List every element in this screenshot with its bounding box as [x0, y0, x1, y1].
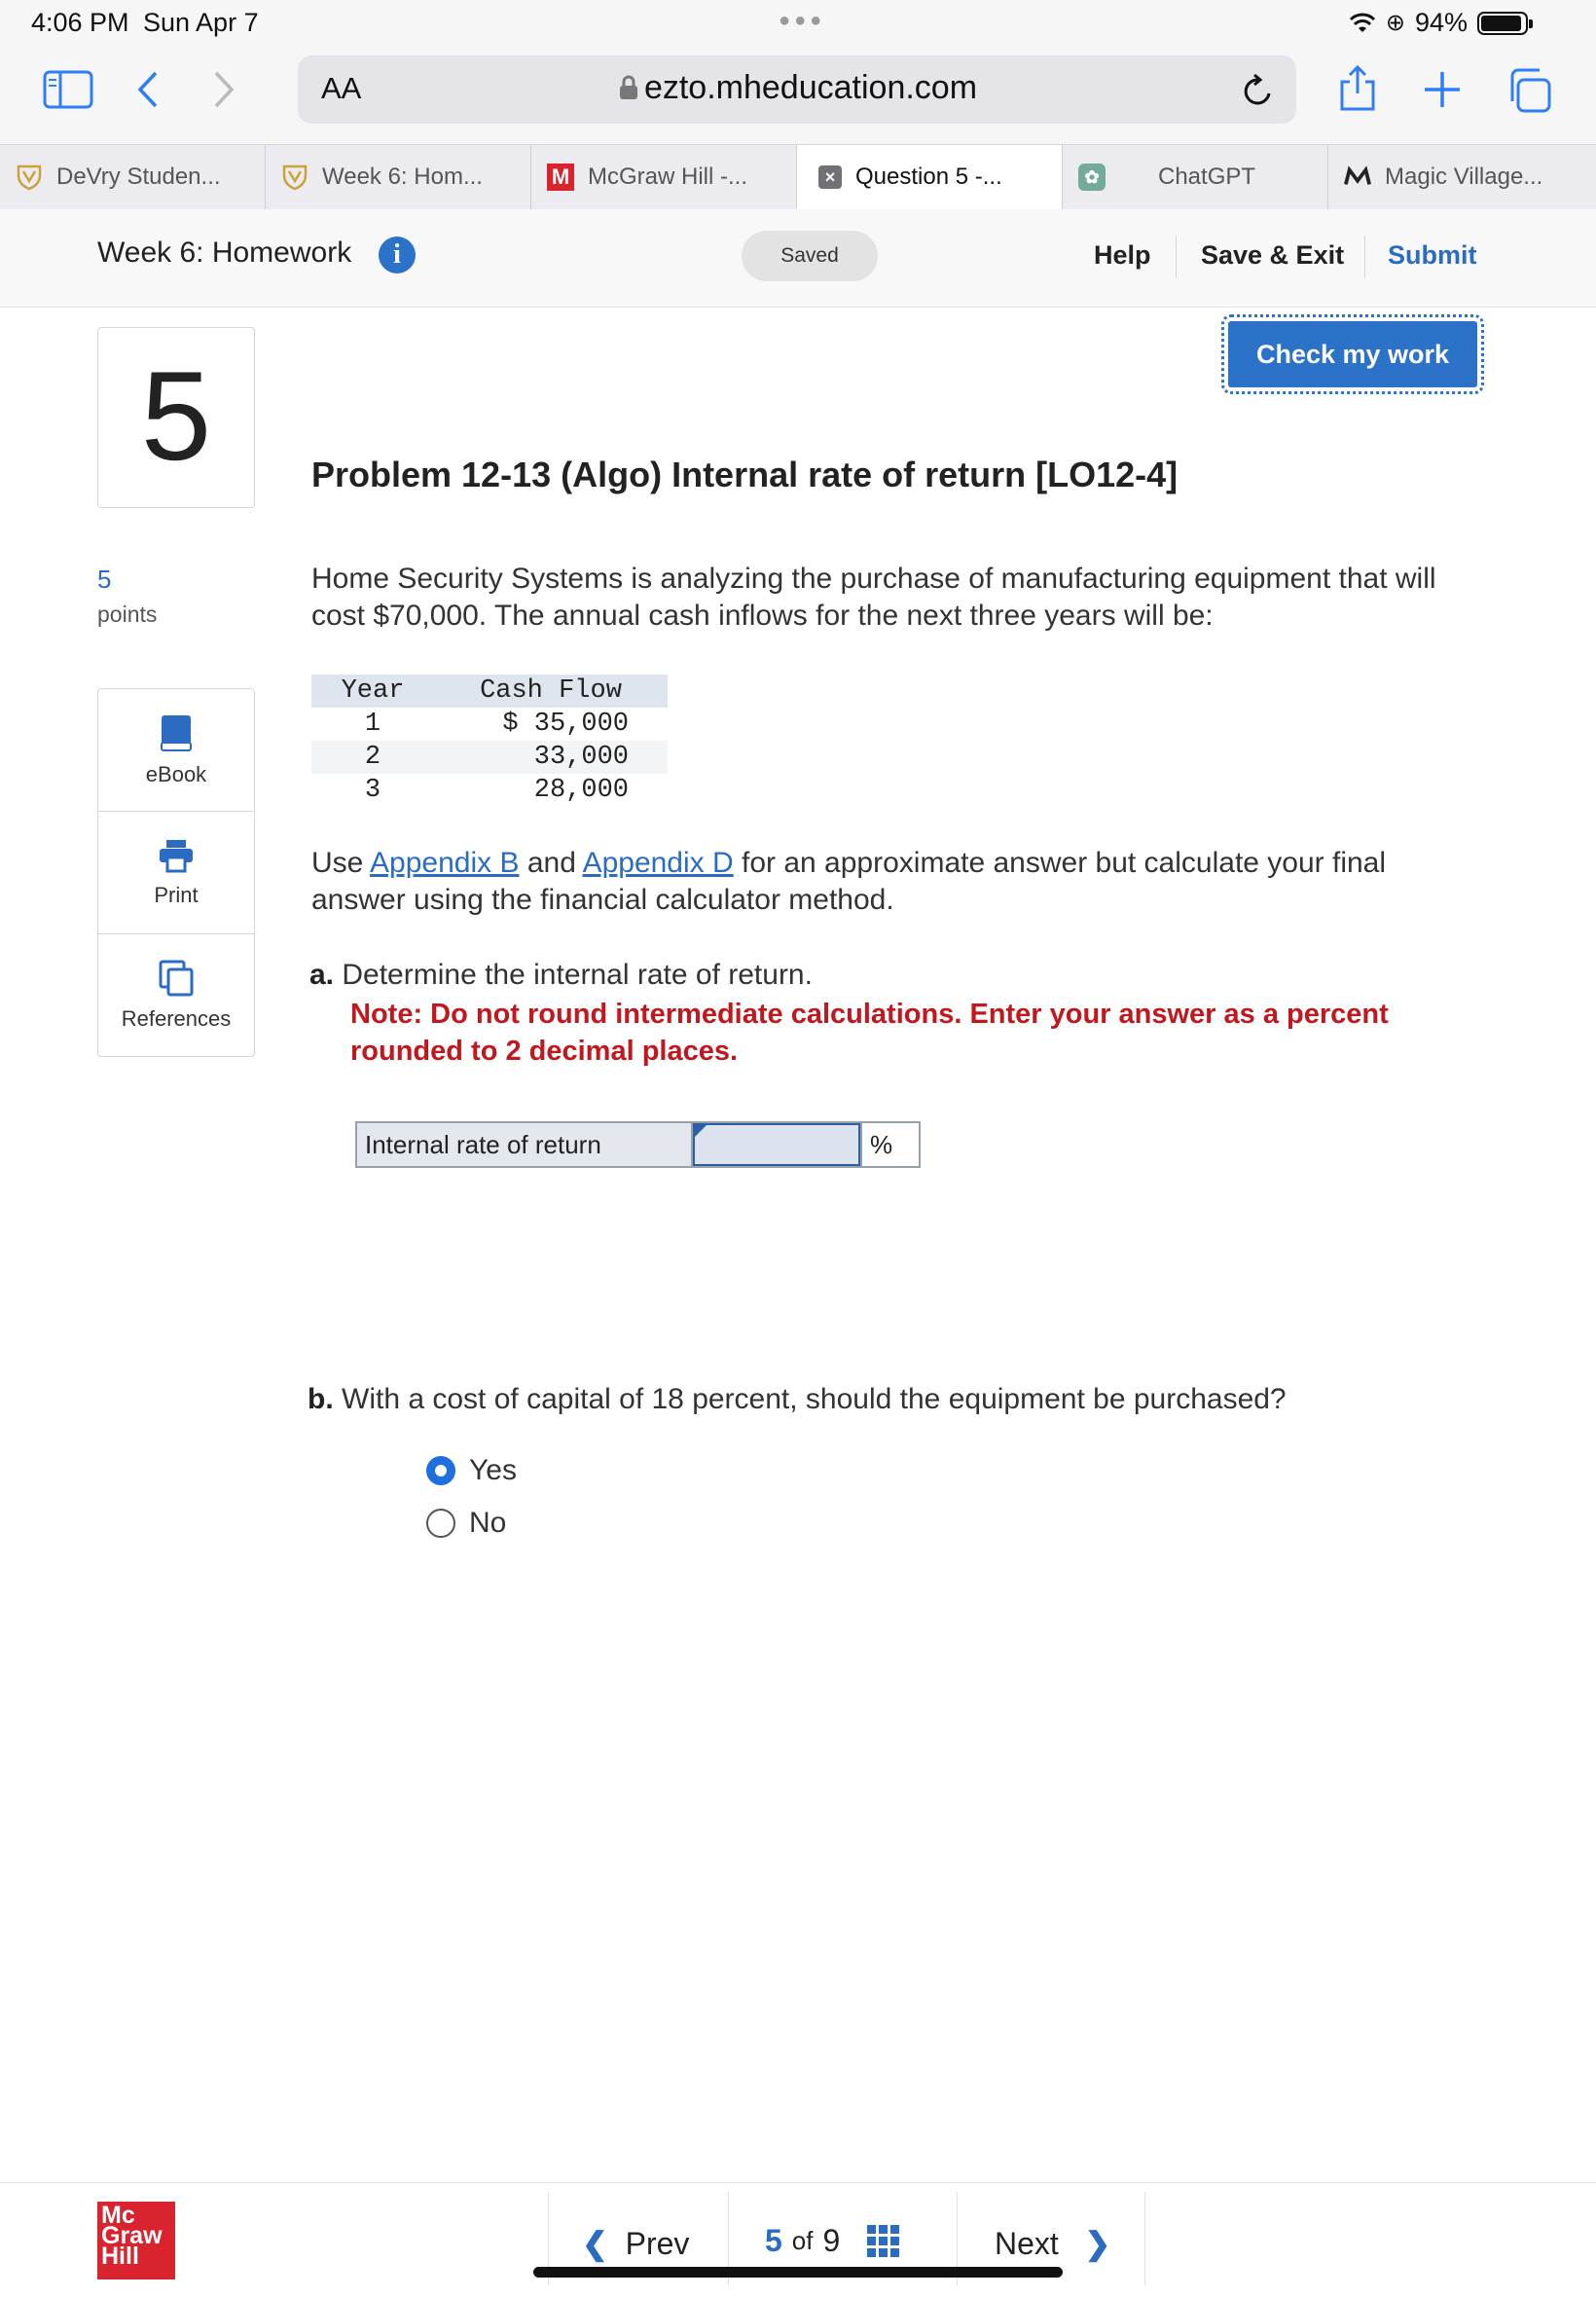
tab-week6-homework[interactable]: [266, 145, 531, 209]
devry-shield-icon: [16, 164, 43, 191]
year-cell: 3: [364, 776, 381, 805]
tab-label: ChatGPT: [1158, 164, 1256, 190]
lock-icon: [619, 75, 638, 100]
logo-line: Hill: [101, 2242, 139, 2270]
part-b-letter: b.: [308, 1383, 334, 1415]
tab-mcgraw-hill[interactable]: [531, 145, 797, 209]
wifi-icon: [1349, 13, 1376, 34]
irr-input[interactable]: [693, 1123, 860, 1166]
appendix-b-link[interactable]: Appendix B: [370, 847, 520, 879]
mcgraw-m-icon: M: [547, 164, 574, 191]
question-number: 5: [140, 345, 212, 487]
option-label: No: [469, 1507, 507, 1539]
part-a-letter: a.: [309, 959, 335, 991]
tab-overview-icon[interactable]: [1506, 68, 1551, 113]
tab-label: Magic Village...: [1385, 164, 1543, 190]
part-a-text: Determine the internal rate of return.: [342, 959, 813, 991]
saved-status: Saved: [742, 231, 878, 281]
instruction-text: and: [519, 847, 583, 879]
cash-flow-cell: $ 35,000: [502, 710, 629, 739]
part-a-note: Note: Do not round intermediate calculations. Enter your answer as a percent rounded to 2 decimal places.: [350, 999, 1389, 1067]
battery-icon: [1477, 12, 1528, 35]
magic-village-icon: [1344, 164, 1371, 191]
pager-of: of: [791, 2226, 814, 2255]
column-header-cash-flow: Cash Flow: [434, 675, 668, 708]
tab-label: McGraw Hill -...: [588, 164, 747, 190]
part-a-prompt: [309, 959, 813, 992]
footer-divider: [0, 2182, 1596, 2183]
answer-label: Internal rate of return: [357, 1123, 693, 1166]
option-label: Yes: [469, 1454, 517, 1486]
book-icon: [160, 713, 193, 752]
cash-flow-table: [311, 675, 668, 807]
references-button[interactable]: [98, 934, 254, 1056]
prev-label: Prev: [625, 2226, 690, 2261]
tab-label: DeVry Studen...: [56, 164, 221, 190]
option-no[interactable]: [426, 1507, 506, 1540]
total-questions: 9: [822, 2223, 841, 2258]
question-pager[interactable]: [765, 2223, 899, 2259]
logo-line: Mc: [101, 2202, 135, 2229]
printer-icon: [158, 838, 195, 873]
appendix-instructions: [311, 845, 1479, 919]
part-b-prompt: [308, 1383, 1287, 1416]
save-exit-link[interactable]: Save & Exit: [1201, 240, 1345, 270]
problem-intro: Home Security Systems is analyzing the purchase of manufacturing equipment that will cost $70,000. The annual cash inflows for the next three years will be:: [311, 563, 1436, 632]
tab-magic-village[interactable]: [1328, 145, 1596, 209]
battery-percent: 94%: [1414, 8, 1468, 37]
part-b-text: With a cost of capital of 18 percent, should the equipment be purchased?: [342, 1383, 1287, 1415]
next-label: Next: [995, 2226, 1059, 2261]
tool-label: eBook: [145, 761, 207, 786]
option-yes[interactable]: [426, 1454, 517, 1487]
ebook-button[interactable]: [98, 689, 254, 812]
devry-shield-icon: [281, 164, 308, 191]
chevron-right-icon: ❯: [1084, 2226, 1111, 2261]
tab-bar: [0, 144, 1596, 210]
prev-button[interactable]: [582, 2225, 689, 2262]
divider: [1364, 236, 1365, 278]
points-value: 5: [97, 565, 112, 594]
percent-unit: %: [860, 1123, 919, 1166]
divider: [1176, 236, 1177, 278]
tab-devry-student[interactable]: [0, 145, 266, 209]
tab-label: Week 6: Hom...: [322, 164, 483, 190]
references-icon: [159, 960, 194, 997]
tab-chatgpt[interactable]: [1063, 145, 1328, 209]
tab-question-5[interactable]: [797, 145, 1063, 209]
close-icon[interactable]: ×: [818, 165, 842, 189]
table-row: [311, 708, 668, 741]
radio-no[interactable]: [426, 1509, 455, 1538]
multitasking-dots-icon[interactable]: ●●●: [779, 10, 826, 31]
grid-icon[interactable]: [867, 2225, 899, 2257]
current-question: 5: [765, 2223, 782, 2258]
status-date: Sun Apr 7: [143, 8, 259, 37]
column-header-year: Year: [311, 675, 434, 708]
submit-link[interactable]: Submit: [1388, 240, 1477, 270]
logo-line: Graw: [101, 2222, 163, 2249]
url-text: ezto.mheducation.com: [643, 69, 978, 106]
year-cell: 2: [311, 741, 434, 774]
instruction-text: for an approximate answer but calculate your final answer using the financial calculator method.: [311, 847, 1387, 916]
radio-yes[interactable]: [426, 1456, 455, 1485]
tool-label: Print: [154, 882, 199, 907]
answer-row: [355, 1121, 921, 1168]
points-label: points: [97, 602, 158, 627]
question-tools: [97, 688, 255, 1057]
new-tab-icon[interactable]: [1423, 70, 1462, 109]
next-button[interactable]: [995, 2225, 1110, 2262]
mcgraw-hill-logo: [97, 2202, 175, 2279]
appendix-d-link[interactable]: Appendix D: [582, 847, 734, 879]
info-icon[interactable]: i: [379, 237, 416, 273]
cash-flow-cell: 33,000: [434, 741, 668, 774]
tool-label: References: [121, 1005, 232, 1031]
table-row: [311, 774, 668, 807]
divider: [1144, 2192, 1145, 2285]
text-size-button[interactable]: AA: [321, 71, 362, 105]
assignment-title: Week 6: Homework: [97, 237, 352, 269]
problem-title: Problem 12-13 (Algo) Internal rate of return [LO12-4]: [311, 455, 1179, 494]
year-cell: 1: [364, 710, 381, 739]
status-right: [1349, 8, 1528, 38]
status-time: 4:06 PM: [31, 8, 129, 37]
table-header-row: [311, 675, 668, 708]
share-icon[interactable]: [1337, 64, 1378, 113]
print-button[interactable]: [98, 812, 254, 934]
reload-icon[interactable]: [1242, 72, 1275, 109]
orientation-lock-icon: ⊕: [1385, 10, 1405, 36]
home-indicator[interactable]: [533, 2267, 1063, 2278]
tab-label: Question 5 -...: [855, 164, 1002, 190]
check-my-work-button[interactable]: Check my work: [1228, 321, 1477, 387]
chatgpt-icon: ✿: [1078, 164, 1106, 191]
chevron-left-icon: ❮: [582, 2226, 608, 2261]
help-link[interactable]: Help: [1094, 240, 1151, 270]
table-row: [311, 741, 668, 774]
instruction-text: Use: [311, 847, 371, 879]
cash-flow-cell: 28,000: [533, 776, 629, 805]
